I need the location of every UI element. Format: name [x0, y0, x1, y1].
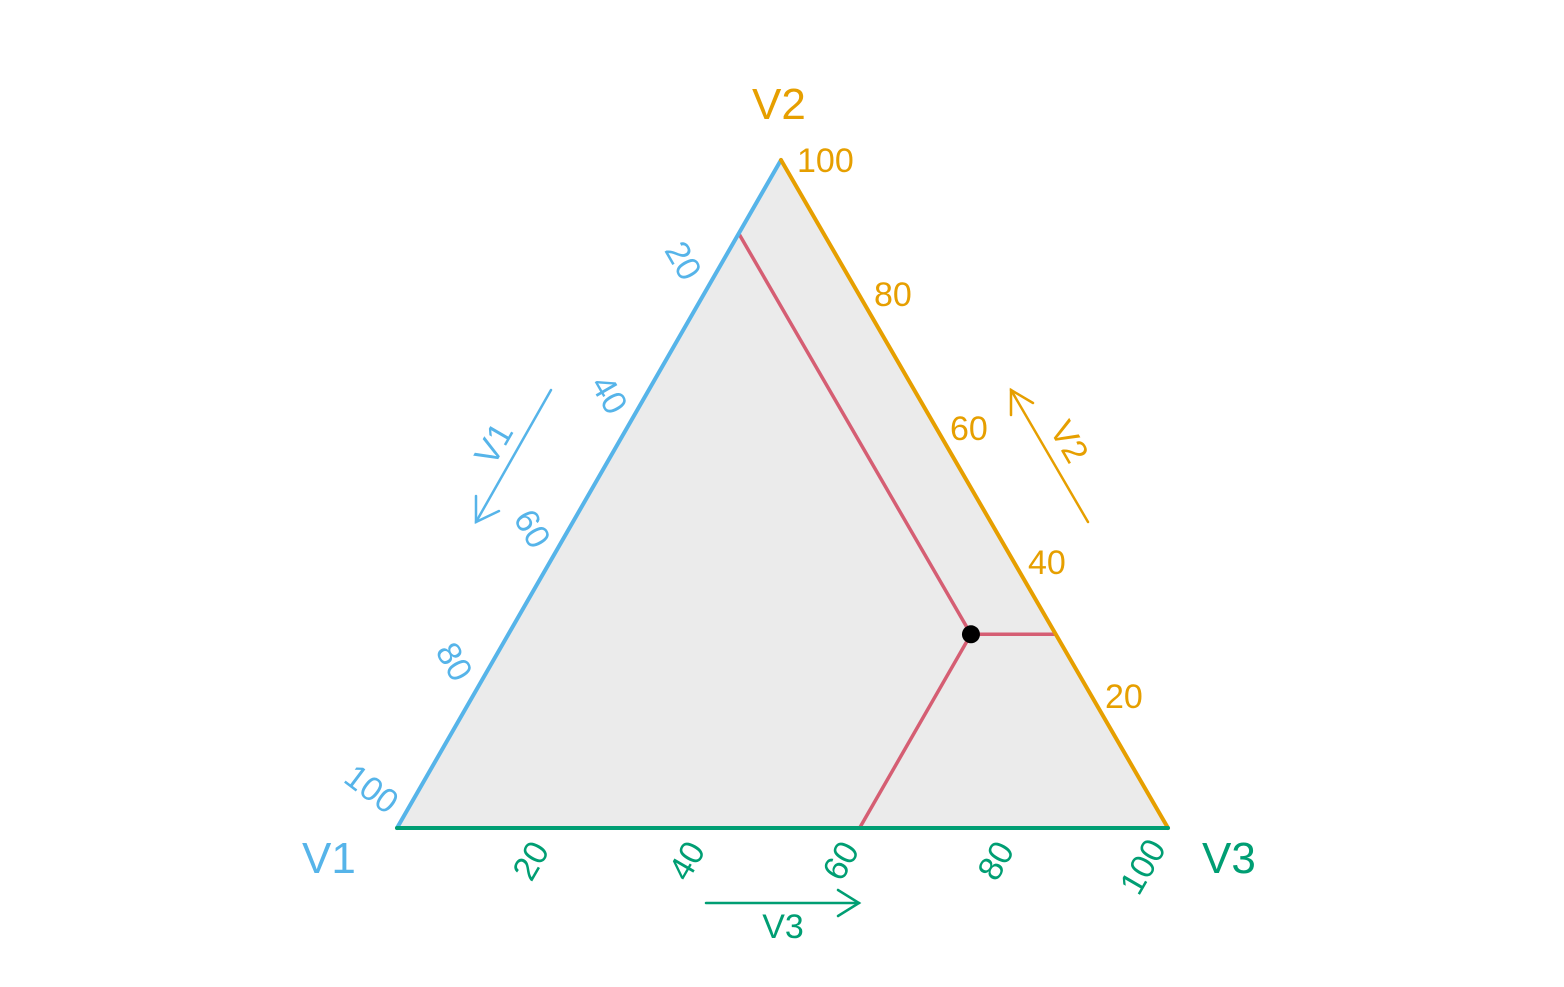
v1-tick-100: 100 [337, 757, 406, 822]
ternary-plot-area [397, 160, 1168, 828]
v1-tick-60: 60 [505, 503, 558, 555]
v2-tick-60: 60 [950, 410, 988, 448]
v3-tick-80: 80 [970, 835, 1023, 887]
v1-tick-80: 80 [427, 636, 480, 688]
v2-tick-80: 80 [874, 276, 912, 314]
v2-axis-title: V2 [1041, 414, 1096, 470]
v2-tick-40: 40 [1028, 544, 1066, 582]
v1-tick-40: 40 [582, 369, 635, 421]
v1-tick-20: 20 [656, 235, 709, 287]
v3-tick-20: 20 [505, 835, 558, 887]
v3-tick-40: 40 [661, 835, 714, 887]
v1-axis-title: V1 [467, 416, 522, 472]
v3-vertex-label: V3 [1202, 834, 1256, 883]
data-points [962, 625, 980, 643]
v2-tick-20: 20 [1105, 678, 1143, 716]
data-point [962, 625, 980, 643]
v2-vertex-label: V2 [752, 80, 806, 129]
v1-vertex-label: V1 [302, 834, 356, 883]
v3-tick-100: 100 [1112, 832, 1174, 902]
v3-tick-60: 60 [815, 835, 868, 887]
v2-tick-100: 100 [797, 142, 854, 180]
v3-axis-title: V3 [762, 908, 804, 946]
